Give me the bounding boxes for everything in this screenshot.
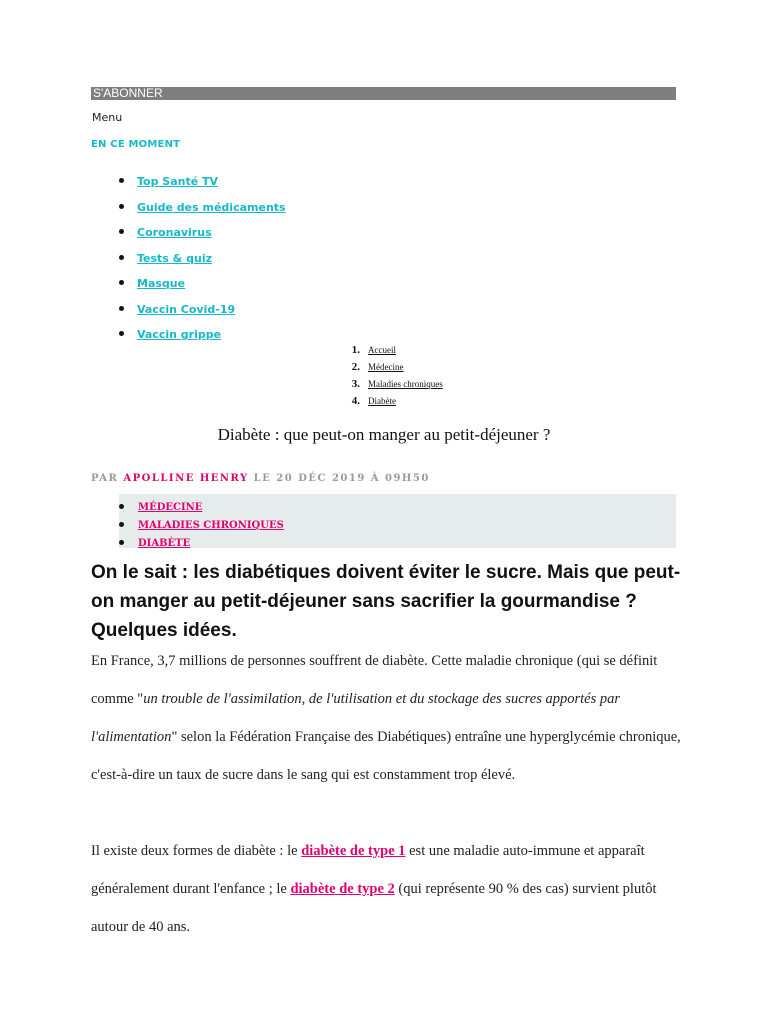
byline: [91, 473, 430, 484]
paragraph-text: (qui représente 90 % des cas) survient plutôt autour de 40 ans.: [91, 881, 657, 935]
topic-link-vaccin-covid[interactable]: Vaccin Covid-19: [137, 302, 236, 316]
paragraph-text: " selon la Fédération Française des Diabétiques) entraîne une hyperglycémie chronique, c'est-à-dire un taux de sucre dans le sang qui est constamment trop élevé.: [91, 729, 681, 783]
topic-link-coronavirus[interactable]: Coronavirus: [137, 226, 212, 239]
quoted-definition: un trouble de l'assimilation, de l'utilisation et du stockage des sucres apportés par l'alimentation: [91, 691, 620, 745]
author-link[interactable]: APOLLINE HENRY: [123, 473, 249, 484]
topic-list: [119, 172, 286, 351]
topic-link-vaccin-grippe[interactable]: Vaccin grippe: [137, 328, 222, 341]
link-diabete-type-2[interactable]: diabète de type 2: [290, 881, 395, 897]
menu-button[interactable]: Menu: [92, 111, 123, 124]
article-title: Diabète : que peut-on manger au petit-déjeuner ?: [217, 425, 551, 444]
breadcrumb-link-medecine[interactable]: Médecine: [368, 362, 404, 372]
topic-link-masque[interactable]: Masque: [137, 277, 186, 290]
breadcrumb-number: 2.: [351, 361, 360, 373]
breadcrumb-link-accueil[interactable]: Accueil: [368, 345, 396, 355]
article-lead: On le sait : les diabétiques doivent éviter le sucre. Mais que peut-on manger au petit-déjeuner sans sacrifier la gourmandise ? Quelques idées.: [91, 562, 681, 641]
topic-item: [119, 198, 286, 224]
topic-item: [119, 300, 286, 326]
tag-link-maladies-chroniques[interactable]: MALADIES CHRONIQUES: [138, 520, 284, 531]
breadcrumb-number: 1.: [351, 344, 360, 356]
byline-prefix: PAR: [91, 473, 119, 484]
topic-link-guide-medicaments[interactable]: Guide des médicaments: [137, 200, 286, 214]
section-heading: EN CE MOMENT: [91, 139, 181, 150]
breadcrumb-item: [336, 344, 496, 361]
tag-link-diabete[interactable]: DIABÈTE: [138, 538, 191, 549]
article-paragraph: [91, 642, 691, 794]
subscribe-button[interactable]: S'ABONNER: [91, 87, 676, 100]
breadcrumb-link-maladies-chroniques[interactable]: Maladies chroniques: [368, 379, 443, 389]
breadcrumb-number: 3.: [351, 378, 360, 390]
breadcrumb-item: [336, 378, 496, 395]
breadcrumb-item: [336, 361, 496, 378]
paragraph-text: En France, 3,7 millions de personnes souffrent de diabète. Cette maladie chronique (qui se définit comme ": [91, 653, 658, 707]
paragraph-text: Il existe deux formes de diabète : le: [91, 843, 302, 859]
tag-item: [119, 497, 284, 515]
publish-date: LE 20 DÉC 2019 À 09H50: [253, 473, 430, 484]
link-diabete-type-1[interactable]: diabète de type 1: [301, 843, 406, 859]
tag-list: [119, 497, 284, 551]
topic-link-tests-quiz[interactable]: Tests & quiz: [137, 251, 212, 265]
topic-item: [119, 223, 286, 249]
topic-item: [119, 325, 286, 351]
paragraph-text: est une maladie auto-immune et apparaît généralement durant l'enfance ; le: [91, 843, 645, 897]
topic-item: [119, 249, 286, 275]
tag-item: [119, 515, 284, 533]
tag-link-medecine[interactable]: MÉDECINE: [138, 502, 203, 513]
breadcrumb-number: 4.: [351, 395, 360, 407]
topic-link-top-sante-tv[interactable]: Top Santé TV: [137, 175, 219, 188]
breadcrumb-link-diabete[interactable]: Diabète: [368, 396, 396, 406]
article-paragraph: [91, 832, 691, 946]
breadcrumb: [336, 344, 496, 412]
breadcrumb-item: [336, 395, 496, 412]
tag-item: [119, 533, 284, 551]
topic-item: [119, 274, 286, 300]
topic-item: [119, 172, 286, 198]
